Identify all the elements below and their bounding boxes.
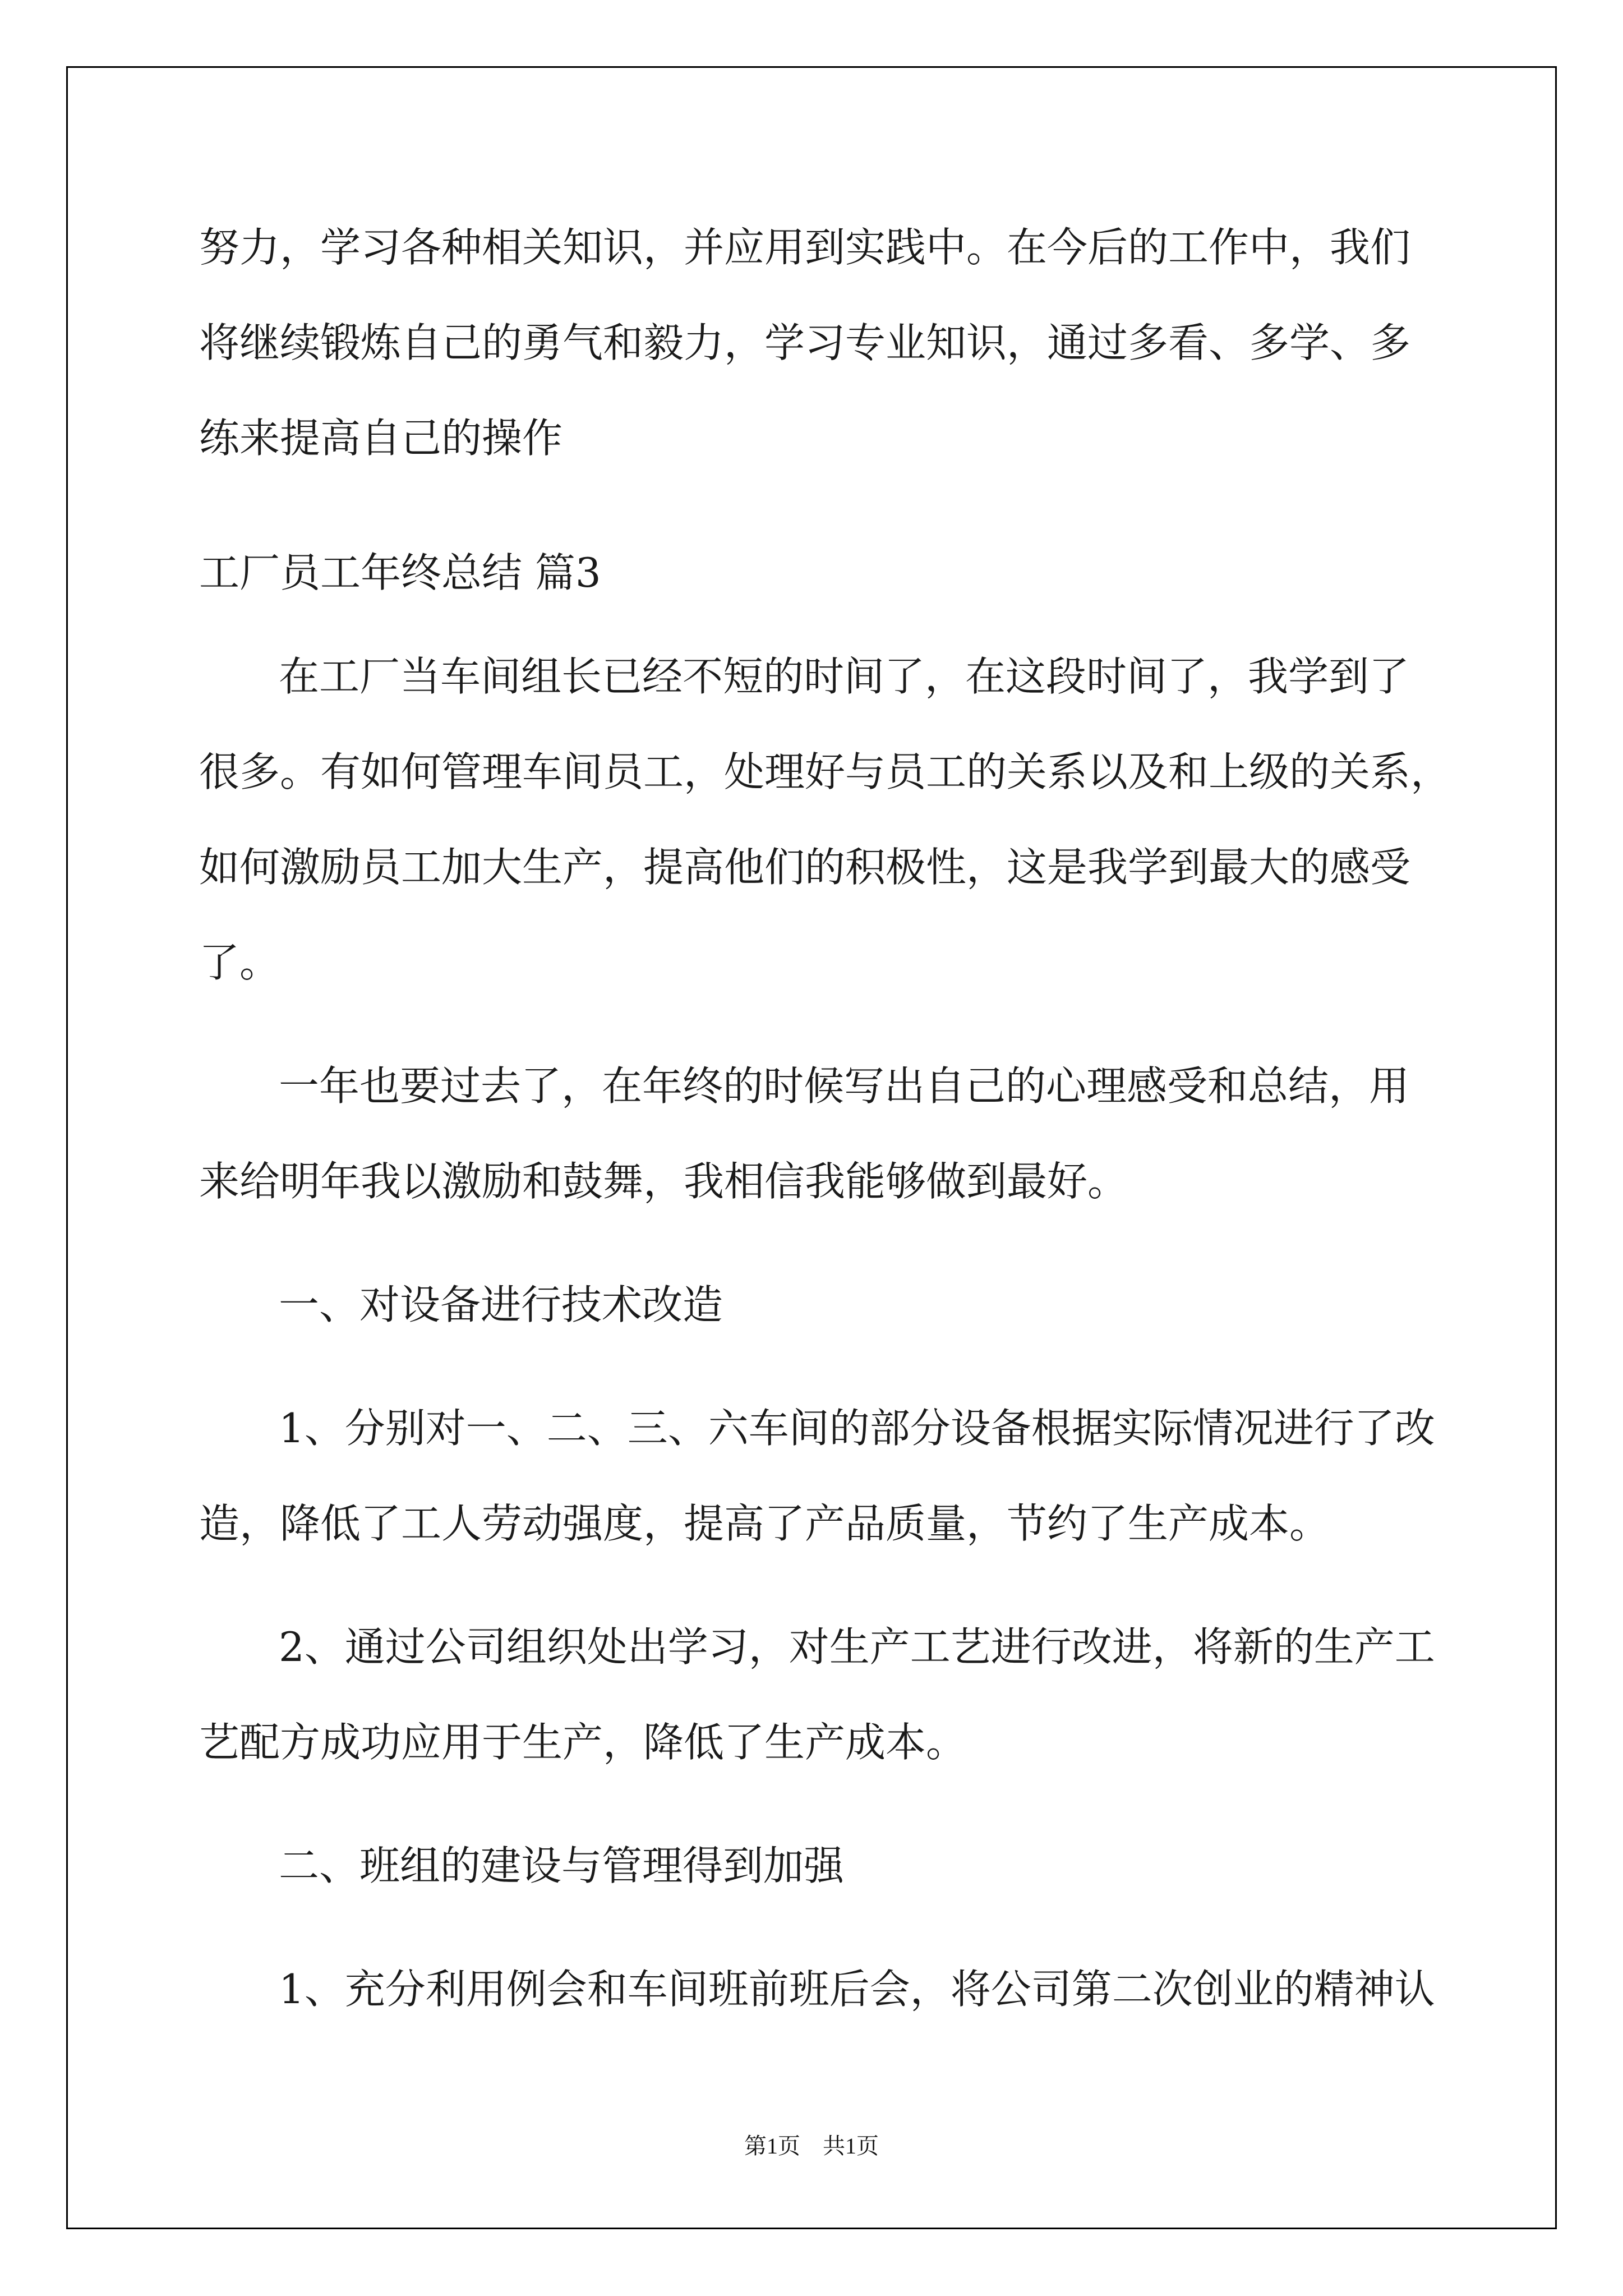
paragraph-line: 练来提高自己的操作 (199, 415, 563, 462)
paragraph-line: 了。 (199, 939, 280, 986)
paragraph-line: 将继续锻炼自己的勇气和毅力，学习专业知识，通过多看、多学、多 (199, 319, 1411, 366)
paragraph-line: 1、充分利用例会和车间班前班后会，将公司第二次创业的精神认 (279, 1966, 1435, 2013)
paragraph-line: 艺配方成功应用于生产，降低了生产成本。 (199, 1719, 967, 1766)
subheading: 二、班组的建设与管理得到加强 (279, 1842, 845, 1889)
paragraph-line: 1、分别对一、二、三、六车间的部分设备根据实际情况进行了改 (279, 1405, 1435, 1452)
section-heading: 工厂员工年终总结 篇3 (199, 549, 601, 596)
page-border (66, 66, 1557, 2229)
paragraph-line: 努力，学习各种相关知识，并应用到实践中。在今后的工作中，我们 (199, 224, 1411, 271)
page-footer: 第1页 共1页 (744, 2133, 879, 2159)
paragraph-line: 2、通过公司组织处出学习，对生产工艺进行改进，将新的生产工 (279, 1623, 1435, 1671)
subheading: 一、对设备进行技术改造 (279, 1281, 723, 1328)
paragraph-line: 很多。有如何管理车间员工，处理好与员工的关系以及和上级的关系， (199, 748, 1451, 795)
paragraph-line: 来给明年我以激励和鼓舞，我相信我能够做到最好。 (199, 1158, 1128, 1205)
paragraph-line: 在工厂当车间组长已经不短的时间了，在这段时间了，我学到了 (279, 653, 1410, 700)
paragraph-line: 如何激励员工加大生产，提高他们的积极性，这是我学到最大的感受 (199, 844, 1411, 891)
paragraph-line: 一年也要过去了，在年终的时候写出自己的心理感受和总结，用 (279, 1062, 1410, 1110)
paragraph-line: 造，降低了工人劳动强度，提高了产品质量，节约了生产成本。 (199, 1500, 1330, 1547)
